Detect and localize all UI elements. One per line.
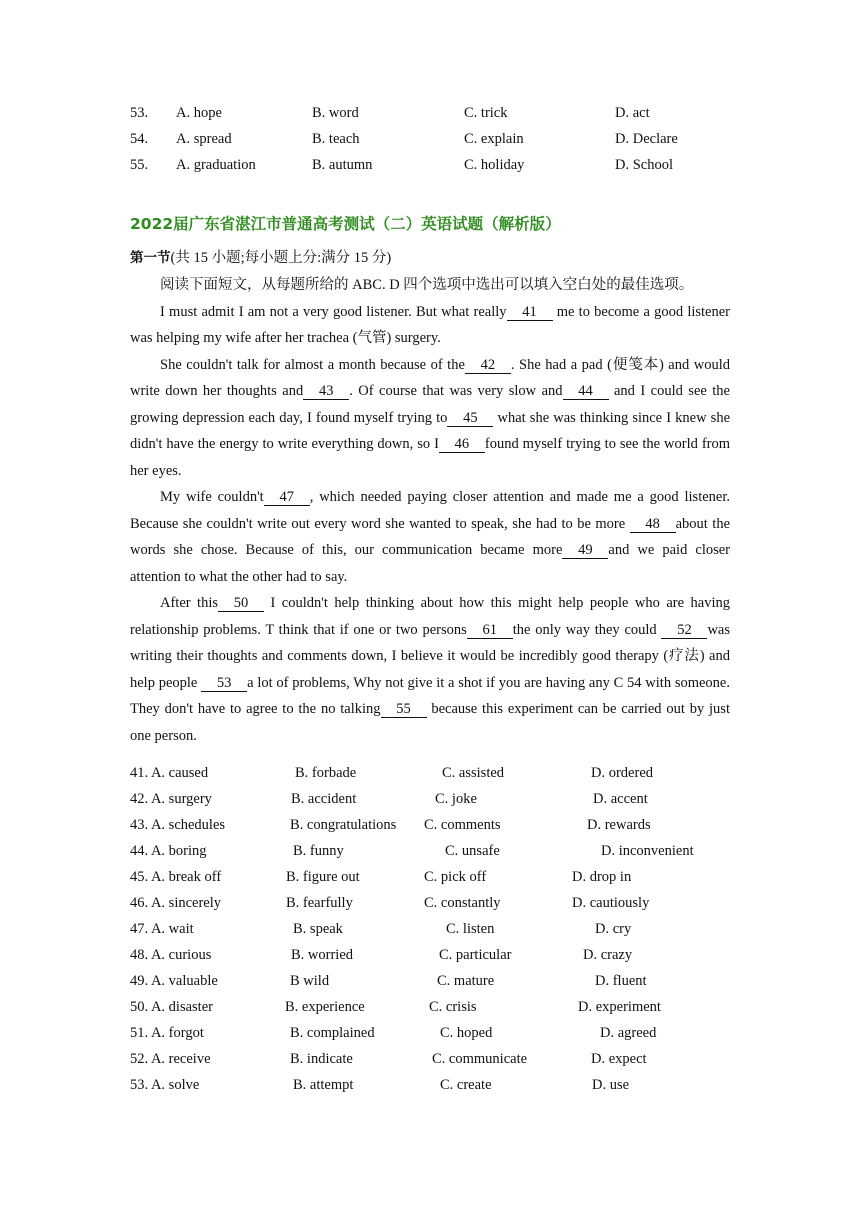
section-heading (130, 246, 391, 267)
option-c: C. hoped (440, 1025, 493, 1041)
option-c: C. holiday (464, 157, 525, 173)
option-c: C. joke (435, 791, 477, 807)
blank-45: 45 (447, 410, 493, 427)
option-c: C. listen (446, 921, 495, 937)
option-b: B. indicate (290, 1051, 353, 1067)
option-d: D. Declare (615, 131, 678, 147)
option-b: B. funny (293, 843, 344, 859)
blank-53: 53 (201, 675, 247, 692)
option-number: 54. (130, 131, 149, 147)
option-a: 42. A. surgery (130, 791, 212, 807)
option-d: D. cry (595, 921, 632, 937)
option-c: C. pick off (424, 869, 487, 885)
option-number: 53. (130, 105, 149, 121)
option-b: B. experience (285, 999, 365, 1015)
paragraph-1: I must admit I am not a very good listener. But what really 41 me to become a good listener was helping my wife after her trachea (气管) surgery. (130, 303, 731, 346)
option-b: B. attempt (293, 1077, 354, 1093)
blank-47: 47 (264, 489, 310, 506)
blank-44: 44 (563, 383, 609, 400)
option-c: C. mature (437, 973, 495, 989)
paragraph-2: She couldn't talk for almost a month because of the 42 . She had a pad (便笺本) and would write down her thoughts and 43 . Of course that was very slow and 44 and I could see the growing depression each day, I found myself trying to 45 what she was thinking since I knew she didn't have the energy to write everything down, so I 46 found myself trying to see the world from her eyes. (130, 356, 731, 479)
paragraph-4: After this 50 I couldn't help thinking about how this might help people who are having relationship problems. T think that if one or two persons 61 the only way they could 52 was writing their thoughts and comments down, I believe it would be incredibly good therapy (疗法) and help people 53 a lot of problems, Why not give it a shot if you are having any C 54 with someone. They don't have to agree to the no talking 55 because this experiment can be carried out by just one person. (130, 595, 730, 744)
option-a: A. hope (176, 105, 222, 121)
option-b: B. congratulations (290, 817, 397, 833)
section-label: 第一节 (130, 250, 171, 266)
option-c: C. particular (439, 947, 512, 963)
option-d: D. act (615, 105, 650, 121)
option-d: D. School (615, 157, 673, 173)
blank-41: 41 (507, 304, 553, 321)
blank-46: 46 (439, 436, 485, 453)
section-note: (共 15 小题;每小题上分:满分 15 分) (170, 250, 392, 266)
option-d: D. cautiously (572, 895, 650, 911)
option-d: D. experiment (578, 999, 661, 1015)
option-d: D. expect (591, 1051, 647, 1067)
blank-48: 48 (630, 516, 676, 533)
option-b: B. complained (290, 1025, 375, 1041)
option-c: C. explain (464, 131, 524, 147)
option-d: D. crazy (583, 947, 633, 963)
option-b: B. autumn (312, 157, 373, 173)
option-c: C. crisis (429, 999, 477, 1015)
option-b: B. figure out (286, 869, 360, 885)
option-a: 48. A. curious (130, 947, 212, 963)
option-b: B. worried (291, 947, 354, 963)
option-c: C. assisted (442, 765, 505, 781)
option-c: C. create (440, 1077, 492, 1093)
option-b: B. forbade (295, 765, 357, 781)
blank-61: 61 (467, 622, 513, 639)
option-a: 49. A. valuable (130, 973, 218, 989)
option-a: 43. A. schedules (130, 817, 226, 833)
option-a: A. graduation (176, 157, 256, 173)
option-d: D. inconvenient (601, 843, 694, 859)
option-d: D. ordered (591, 765, 654, 781)
option-b: B. teach (312, 131, 360, 147)
option-number: 55. (130, 157, 149, 173)
option-a: 44. A. boring (130, 843, 207, 859)
option-d: D. drop in (572, 869, 632, 885)
blank-55: 55 (381, 701, 427, 718)
option-a: 46. A. sincerely (130, 895, 222, 911)
option-c: C. communicate (432, 1051, 528, 1067)
option-c: C. comments (424, 817, 501, 833)
option-c: C. constantly (424, 895, 501, 911)
option-a: A. spread (176, 131, 232, 147)
option-d: D. rewards (587, 817, 651, 833)
exam-title: 2022届广东省湛江市普通高考测试（二）英语试题（解析版） (130, 215, 561, 233)
blank-49: 49 (562, 542, 608, 559)
blank-42: 42 (465, 357, 511, 374)
option-b: B. accident (291, 791, 357, 807)
paragraph-3: My wife couldn't 47 , which needed paying closer attention and made me a good listener. Because she couldn't write out every word she wanted to speak, she had to be more 48 about the words she chose. Because of this, our communication became more 49 and we paid closer attention to what the other had to say. (130, 489, 731, 585)
option-d: D. use (592, 1077, 630, 1093)
instruction: 阅读下面短文，从每题所给的 ABC. D 四个选项中选出可以填入空白处的最佳选项。 (160, 277, 694, 293)
option-d: D. agreed (600, 1025, 657, 1041)
blank-43: 43 (303, 383, 349, 400)
option-d: D. fluent (595, 973, 647, 989)
option-b: B. word (312, 105, 359, 121)
blank-50: 50 (218, 595, 264, 612)
option-a: 51. A. forgot (130, 1025, 204, 1041)
option-a: 52. A. receive (130, 1051, 211, 1067)
option-c: C. unsafe (445, 843, 500, 859)
option-c: C. trick (464, 105, 508, 121)
option-a: 50. A. disaster (130, 999, 213, 1015)
option-b: B. fearfully (286, 895, 353, 911)
option-a: 47. A. wait (130, 921, 194, 937)
blank-52: 52 (661, 622, 707, 639)
passage (130, 272, 730, 749)
option-a: 41. A. caused (130, 765, 209, 781)
option-a: 53. A. solve (130, 1077, 200, 1093)
option-a: 45. A. break off (130, 869, 222, 885)
option-d: D. accent (593, 791, 648, 807)
option-b: B. speak (293, 921, 343, 937)
option-b: B wild (290, 973, 330, 989)
